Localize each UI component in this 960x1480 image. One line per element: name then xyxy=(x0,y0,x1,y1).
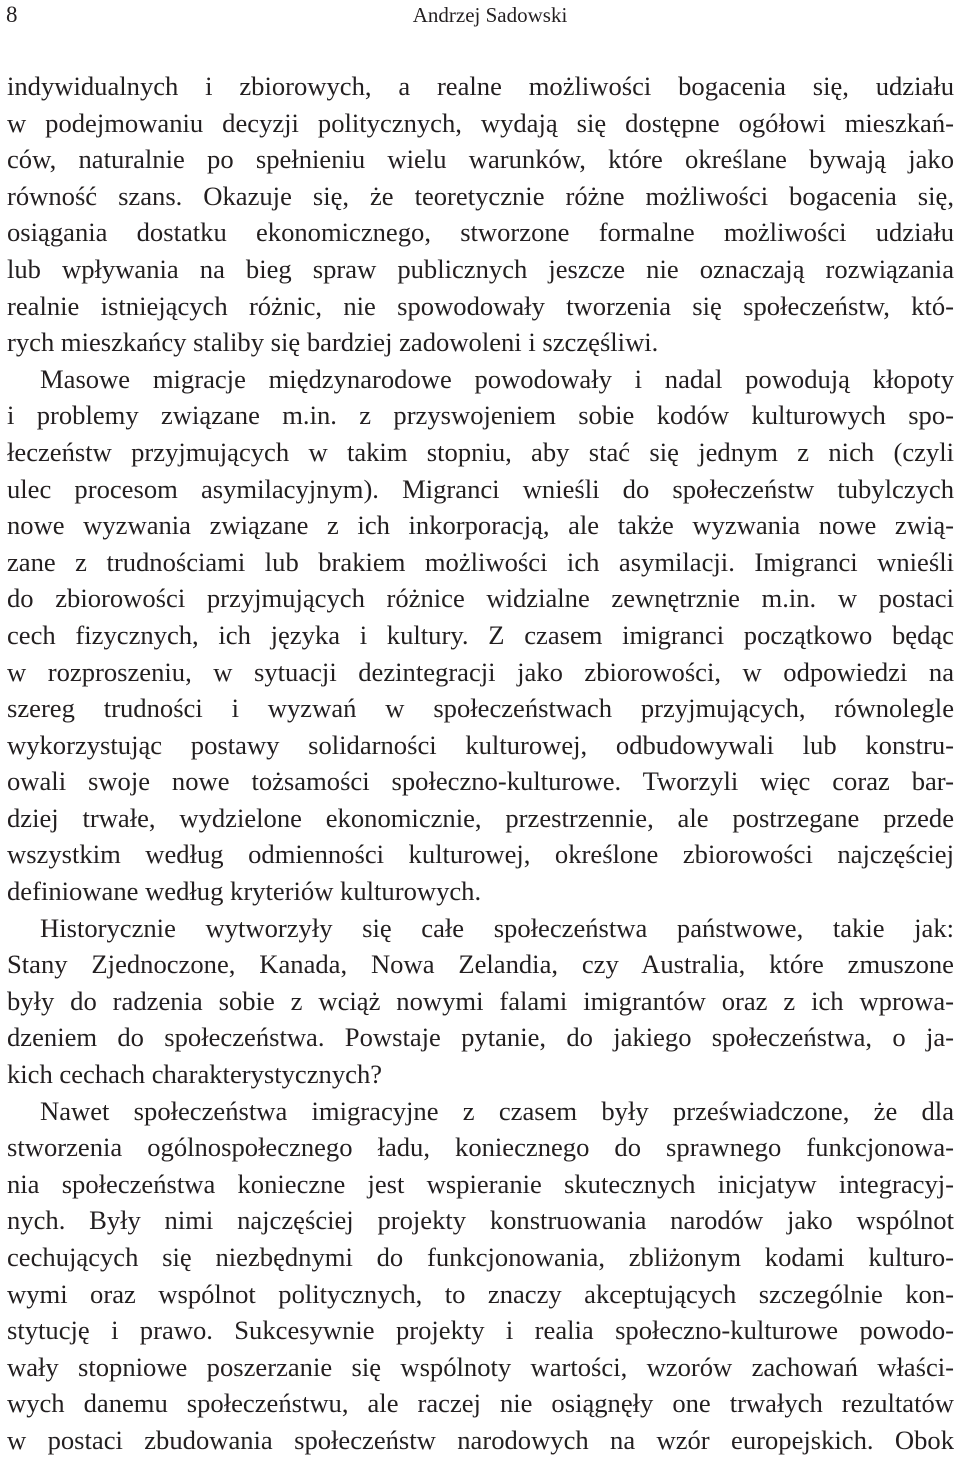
text-line: łeczeństw przyjmujących w takim stopniu, aby stać się jednym z nich (czyli xyxy=(7,436,954,467)
paragraph-start-line: Nawet społeczeństwa imigracyjne z czasem były przeświadczone, że dla xyxy=(40,1095,954,1126)
text-line: nowe wyzwania związane z ich inkorporacją, ale także wyzwania nowe zwią- xyxy=(7,510,954,541)
text-line: zane z trudnościami lub brakiem możliwości ich asymilacji. Imigranci wnieśli xyxy=(7,546,954,577)
text-line: w podejmowaniu decyzji politycznych, wydają się dostępne ogółowi mieszkań- xyxy=(7,107,954,138)
text-line: rych mieszkańcy staliby się bardziej zadowoleni i szczęśliwi. xyxy=(7,327,659,358)
text-line: osiągania dostatku ekonomicznego, stworzone formalne możliwości udziału xyxy=(7,217,954,248)
text-line: kich cechach charakterystycznych? xyxy=(7,1059,383,1090)
text-line: indywidualnych i zbiorowych, a realne możliwości bogacenia się, udziału xyxy=(7,71,954,101)
text-line: dzeniem do społeczeństwa. Powstaje pytanie, do jakiego społeczeństwa, o ja- xyxy=(7,1022,954,1053)
text-line: dziej trwałe, wydzielone ekonomicznie, przestrzennie, ale postrzegane przede xyxy=(7,802,954,833)
page-header xyxy=(6,2,954,28)
paragraph-start-line: Historycznie wytworzyły się całe społeczeństwa państwowe, takie jak: xyxy=(40,912,954,943)
running-head-author: Andrzej Sadowski xyxy=(412,3,568,27)
text-line: nych. Były nimi najczęściej projekty konstruowania narodów jako wspólnot xyxy=(7,1205,954,1236)
text-line: równość szans. Okazuje się, że teoretycznie różne możliwości bogacenia się, xyxy=(7,180,954,211)
text-line: wykorzystując postawy solidarności kulturowej, odbudowywali lub konstru- xyxy=(7,729,954,760)
text-line: wały stopniowe poszerzanie się wspólnoty wartości, wzorów zachowań właści- xyxy=(7,1351,954,1382)
text-line: cech fizycznych, ich języka i kultury. Z czasem imigranci początkowo będąc xyxy=(7,619,954,650)
text-line: wych danemu społeczeństwu, ale raczej nie osiągnęły one trwałych rezultatów xyxy=(7,1388,954,1419)
text-line: wszystkim według odmienności kulturowej, określone zbiorowości najczęściej xyxy=(7,839,954,870)
text-line: cechujących się niezbędnymi do funkcjonowania, zbliżonym kodami kulturo- xyxy=(7,1242,954,1272)
text-line: definiowane według kryteriów kulturowych. xyxy=(7,876,482,907)
text-line: Stany Zjednoczone, Kanada, Nowa Zelandia, czy Australia, które zmuszone xyxy=(7,949,954,980)
text-line: i problemy związane m.in. z przyswojeniem sobie kodów kulturowych spo- xyxy=(7,400,954,431)
text-line: nia społeczeństwa konieczne jest wspieranie skutecznych inicjatyw integracyj- xyxy=(7,1168,954,1199)
text-line: ców, naturalnie po spełnieniu wielu warunków, które określane bywają jako xyxy=(7,144,954,175)
paragraph-start-line: Masowe migracje międzynarodowe powodowały i nadal powodują kłopoty xyxy=(40,363,954,394)
text-line: w postaci zbudowania społeczeństw narodowych na wzór europejskich. Obok xyxy=(7,1424,954,1455)
text-line: wymi oraz wspólnot politycznych, to znaczy akceptujących szczególnie kon- xyxy=(7,1278,954,1309)
text-line: stytucję i prawo. Sukcesywnie projekty i realia społeczno-kulturowe powodo- xyxy=(7,1315,954,1346)
text-line: ulec procesom asymilacyjnym). Migranci wnieśli do społeczeństw tubylczych xyxy=(7,473,954,504)
body-text xyxy=(7,68,954,1459)
text-line: w rozproszeniu, w sytuacji dezintegracji jako zbiorowości, w odpowiedzi na xyxy=(7,656,954,687)
text-line: realnie istniejących różnic, nie spowodowały tworzenia się społeczeństw, któ- xyxy=(7,290,954,321)
text-line: owali swoje nowe tożsamości społeczno-kulturowe. Tworzyli więc coraz bar- xyxy=(7,766,954,797)
text-line: były do radzenia sobie z wciąż nowymi falami imigrantów oraz z ich wprowa- xyxy=(7,985,954,1016)
text-line: szereg trudności i wyzwań w społeczeństwach przyjmujących, równolegle xyxy=(7,693,954,724)
text-line: do zbiorowości przyjmujących różnice widzialne zewnętrznie m.in. w postaci xyxy=(7,583,954,614)
text-line: lub wpływania na bieg spraw publicznych jeszcze nie oznaczają rozwiązania xyxy=(7,253,954,284)
text-line: stworzenia ogólnospołecznego ładu, koniecznego do sprawnego funkcjonowa- xyxy=(7,1132,954,1163)
page-number: 8 xyxy=(6,2,18,27)
